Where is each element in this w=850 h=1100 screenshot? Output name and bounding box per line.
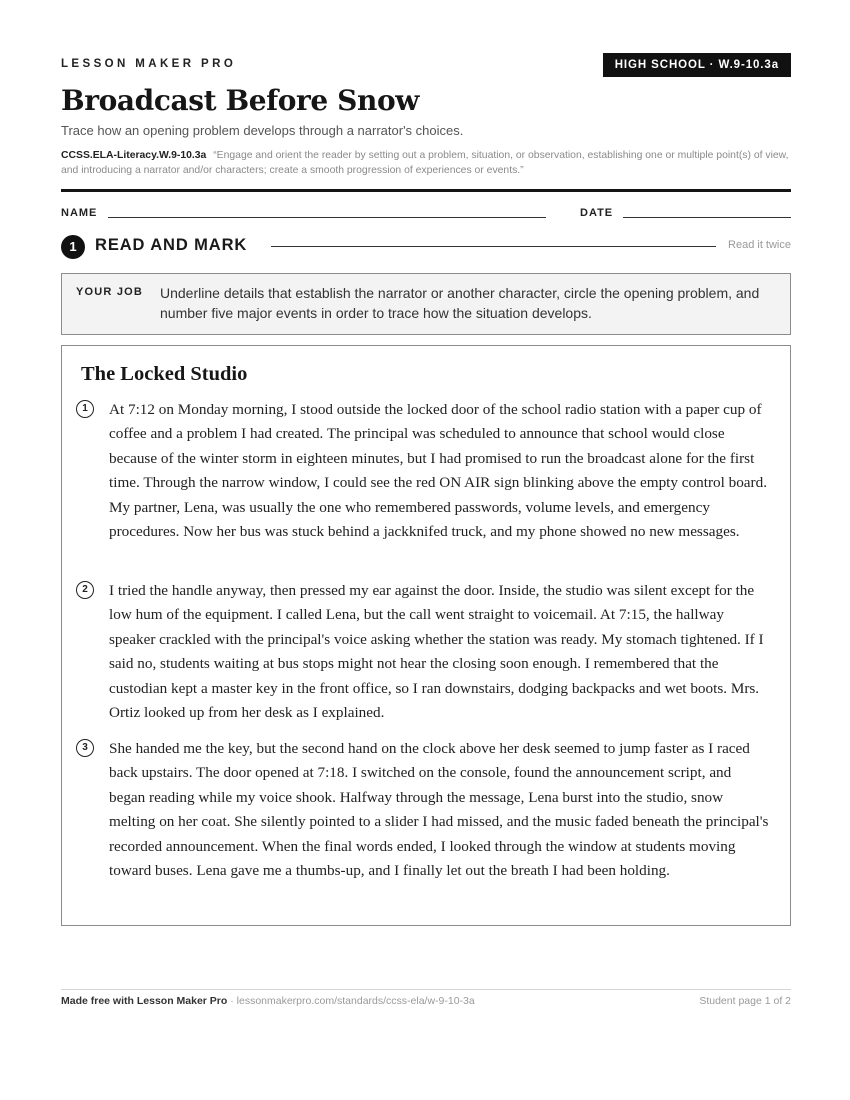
name-label: NAME [61, 207, 98, 219]
section-divider [271, 246, 716, 247]
paragraph-text: At 7:12 on Monday morning, I stood outside the locked door of the school radio station with a paper cup of coffee and a problem I had created. The principal was scheduled to announce that school would close because of the winter storm in eighteen minutes, but I had promised to run the broadcast alone for the first time. Through the narrow window, I could see the red ON AIR sign blinking above the empty control board. My partner, Lena, was usually the one who remembered passwords, volume levels, and emergency procedures. Now her bus was stuck behind a jackknifed truck, and my phone showed no new messages. [109, 401, 767, 541]
paragraph-text: She handed me the key, but the second hand on the clock above her desk seemed to jump faster as I raced back upstairs. The door opened at 7:18. I switched on the console, found the announcement script, and began reading while my voice shook. Halfway through the message, Lena burst into the studio, snow melting on her coat. She silently pointed to a slider I had missed, and the music faded beneath the principal's recorded announcement. When the final words ended, I looked through the window at students moving toward buses. Lena gave me a thumbs-up, and I finally let out the breath I had been holding. [109, 740, 769, 880]
paragraph-number: 2 [76, 581, 94, 599]
section-number-badge: 1 [61, 235, 85, 259]
reading-passage [61, 345, 791, 926]
standard-description [61, 148, 791, 178]
footer-made-with: Made free with Lesson Maker Pro [61, 995, 228, 1007]
page-indicator: Student page 1 of 2 [699, 995, 791, 1007]
instructions-box [61, 273, 791, 335]
date-label: DATE [580, 207, 614, 219]
paragraph-number: 3 [76, 739, 94, 757]
date-field[interactable] [623, 217, 791, 218]
name-field[interactable] [108, 217, 546, 218]
footer-credit [61, 995, 475, 1007]
page-subtitle: Trace how an opening problem develops through a narrator's choices. [61, 123, 464, 138]
footer-divider [61, 989, 791, 990]
grade-standard-badge: HIGH SCHOOL · W.9-10.3a [603, 53, 791, 77]
passage-title: The Locked Studio [81, 363, 248, 385]
header-divider [61, 189, 791, 192]
instructions-label: YOUR JOB [76, 286, 144, 298]
section-note: Read it twice [728, 239, 791, 251]
standard-code: CCSS.ELA-Literacy.W.9-10.3a [61, 150, 207, 161]
section-title: READ AND MARK [95, 236, 248, 254]
footer-url[interactable]: · lessonmakerpro.com/standards/ccss-ela/w-9-10-3a [227, 995, 475, 1007]
paragraph-number: 1 [76, 400, 94, 418]
instructions-text: Underline details that establish the narrator or another character, circle the opening problem, and number five major events in order to trace how the situation develops. [160, 285, 760, 321]
brand-name: LESSON MAKER PRO [61, 58, 237, 70]
paragraph-text: I tried the handle anyway, then pressed my ear against the door. Inside, the studio was silent except for the low hum of the equipment. I called Lena, but the call went straight to voicemail. At 7:15, the hallway speaker crackled with the principal's voice asking whether the station was ready. My stomach tightened. If I said no, students waiting at bus stops might not hear the closing soon enough. I remembered that the custodian kept a master key in the front office, so I ran downstairs, dodging backpacks and wet boots. Mrs. Ortiz looked up from her desk as I explained. [109, 582, 764, 722]
page-title: Broadcast Before Snow [61, 84, 419, 117]
standard-text: “Engage and orient the reader by setting out a problem, situation, or observation, establishing one or multiple point(s) of view, and introducing a narrator and/or characters; create a smooth progression of experiences or events.” [61, 150, 789, 176]
